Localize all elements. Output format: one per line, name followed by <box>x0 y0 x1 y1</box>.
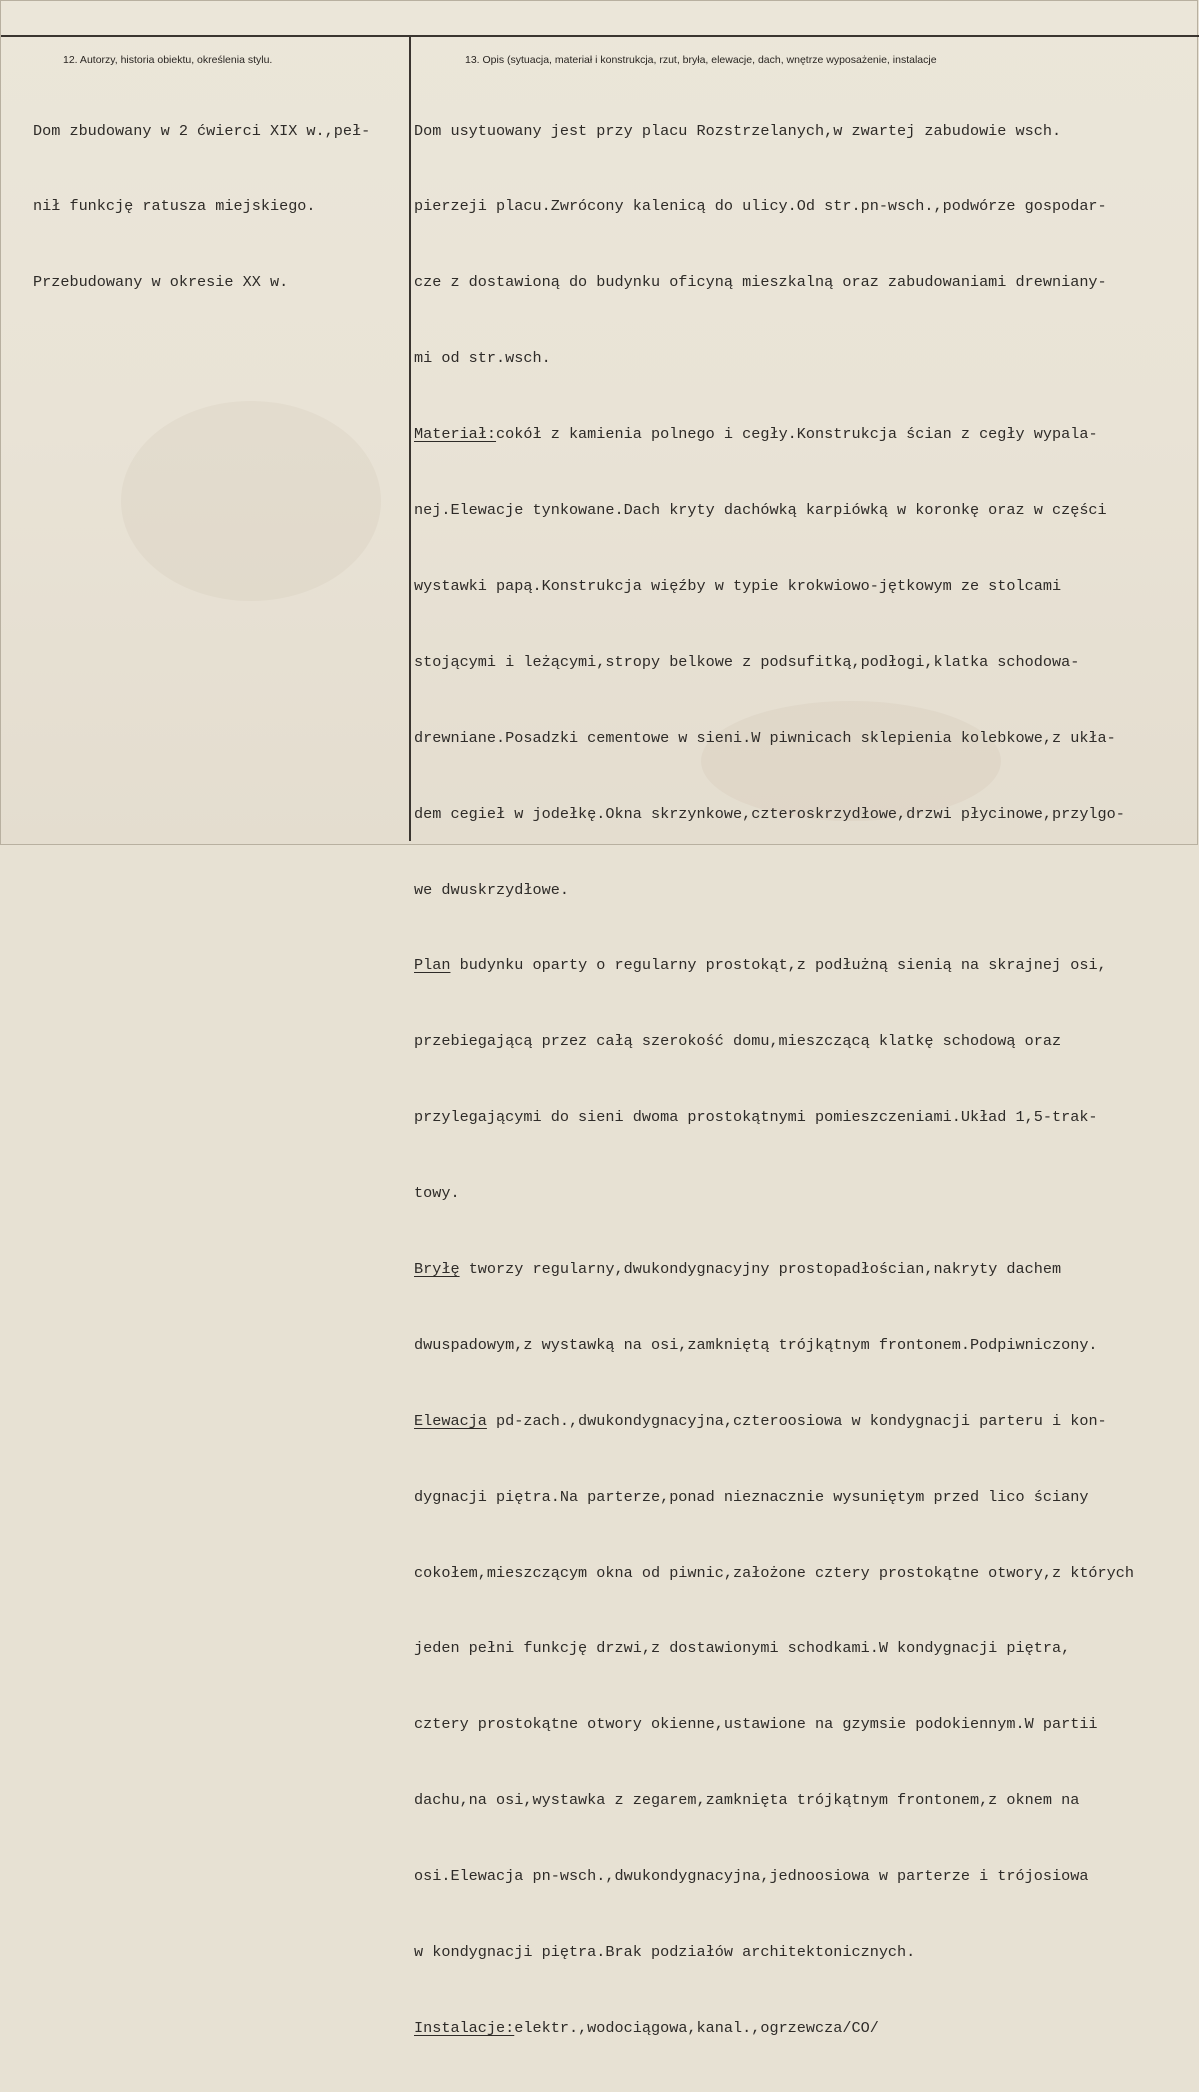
elevation-line: Elewacja pd-zach.,dwukondygnacyjna,czteroosiowa w kondygnacji parteru i kon- <box>414 1411 1107 1430</box>
history-line: Przebudowany w okresie XX w. <box>33 273 289 292</box>
installations-line: Instalacje:elektr.,wodociągowa,kanal.,ogrzewcza/CO/ <box>414 2018 879 2037</box>
description-line: mi od str.wsch. <box>414 349 551 368</box>
description-line: przylegającymi do sieni dwoma prostokątnymi pomieszczeniami.Układ 1,5-trak- <box>414 1108 1098 1127</box>
description-line: nej.Elewacje tynkowane.Dach kryty dachówką karpiówką w koronkę oraz w części <box>414 501 1107 520</box>
massing-line: Bryłę tworzy regularny,dwukondygnacyjny prostopadłościan,nakryty dachem <box>414 1259 1062 1278</box>
paper-stain <box>121 401 381 601</box>
description-line: drewniane.Posadzki cementowe w sieni.W piwnicach sklepienia kolebkowe,z ukła- <box>414 728 1116 747</box>
description-line: cokołem,mieszczącym okna od piwnic,założone cztery prostokątne otwory,z których <box>414 1563 1135 1582</box>
installations-label: Instalacje: <box>414 2018 515 2037</box>
description-line: stojącymi i leżącymi,stropy belkowe z podsufitką,podłogi,klatka schodowa- <box>414 652 1080 671</box>
description-line: Dom usytuowany jest przy placu Rozstrzelanych,w zwartej zabudowie wsch. <box>414 121 1062 140</box>
description-line: w kondygnacji piętra.Brak podziałów architektonicznych. <box>414 1942 916 1961</box>
history-text <box>33 68 370 346</box>
description-line: dachu,na osi,wystawka z zegarem,zamknięta trójkątnym frontonem,z oknem na <box>414 1791 1080 1810</box>
description-line: jeden pełni funkcję drzwi,z dostawionymi schodkami.W kondygnacji piętra, <box>414 1639 1071 1658</box>
description-line: przebiegającą przez całą szerokość domu,mieszczącą klatkę schodową oraz <box>414 1032 1062 1051</box>
description-line: cze z dostawioną do budynku oficyną mieszkalną oraz zabudowaniami drewniany- <box>414 273 1107 292</box>
description-line: cztery prostokątne otwory okienne,ustawione na gzymsie podokiennym.W partii <box>414 1715 1098 1734</box>
massing-label: Bryłę <box>414 1259 460 1278</box>
material-label: Materiał: <box>414 425 497 444</box>
description-line: we dwuskrzydłowe. <box>414 880 569 899</box>
elevation-label: Elewacja <box>414 1411 487 1430</box>
column-divider <box>409 36 411 841</box>
card-top-border <box>1 35 1199 37</box>
history-line: nił funkcję ratusza miejskiego. <box>33 197 316 216</box>
description-line: osi.Elewacja pn-wsch.,dwukondygnacyjna,jednoosiowa w parterze i trójosiowa <box>414 1867 1089 1886</box>
description-line: dygnacji piętra.Na parterze,ponad nieznacznie wysuniętym przed lico ściany <box>414 1487 1089 1506</box>
description-line: dwuspadowym,z wystawką na osi,zamkniętą trójkątnym frontonem.Podpiwniczony. <box>414 1335 1098 1354</box>
description-line: wystawki papą.Konstrukcja więźby w typie krokwiowo-jętkowym ze stolcami <box>414 576 1062 595</box>
description-text <box>414 68 1134 2092</box>
material-line: Materiał:cokół z kamienia polnego i cegły.Konstrukcja ścian z cegły wypala- <box>414 425 1098 444</box>
plan-line: Plan budynku oparty o regularny prostokąt,z podłużną sienią na skrajnej osi, <box>414 956 1107 975</box>
description-line: towy. <box>414 1184 460 1203</box>
plan-label: Plan <box>414 956 451 975</box>
section-13-heading: 13. Opis (sytuacja, materiał i konstrukcja, rzut, bryła, elewacje, dach, wnętrze wyposażenie, instalacje <box>465 54 937 66</box>
description-line: pierzeji placu.Zwrócony kalenicą do ulicy.Od str.pn-wsch.,podwórze gospodar- <box>414 197 1107 216</box>
section-12-heading: 12. Autorzy, historia obiektu, określenia stylu. <box>63 54 273 66</box>
description-line: dem cegieł w jodełkę.Okna skrzynkowe,czteroskrzydłowe,drzwi płycinowe,przylgo- <box>414 804 1125 823</box>
history-line: Dom zbudowany w 2 ćwierci XIX w.,peł- <box>33 121 371 140</box>
